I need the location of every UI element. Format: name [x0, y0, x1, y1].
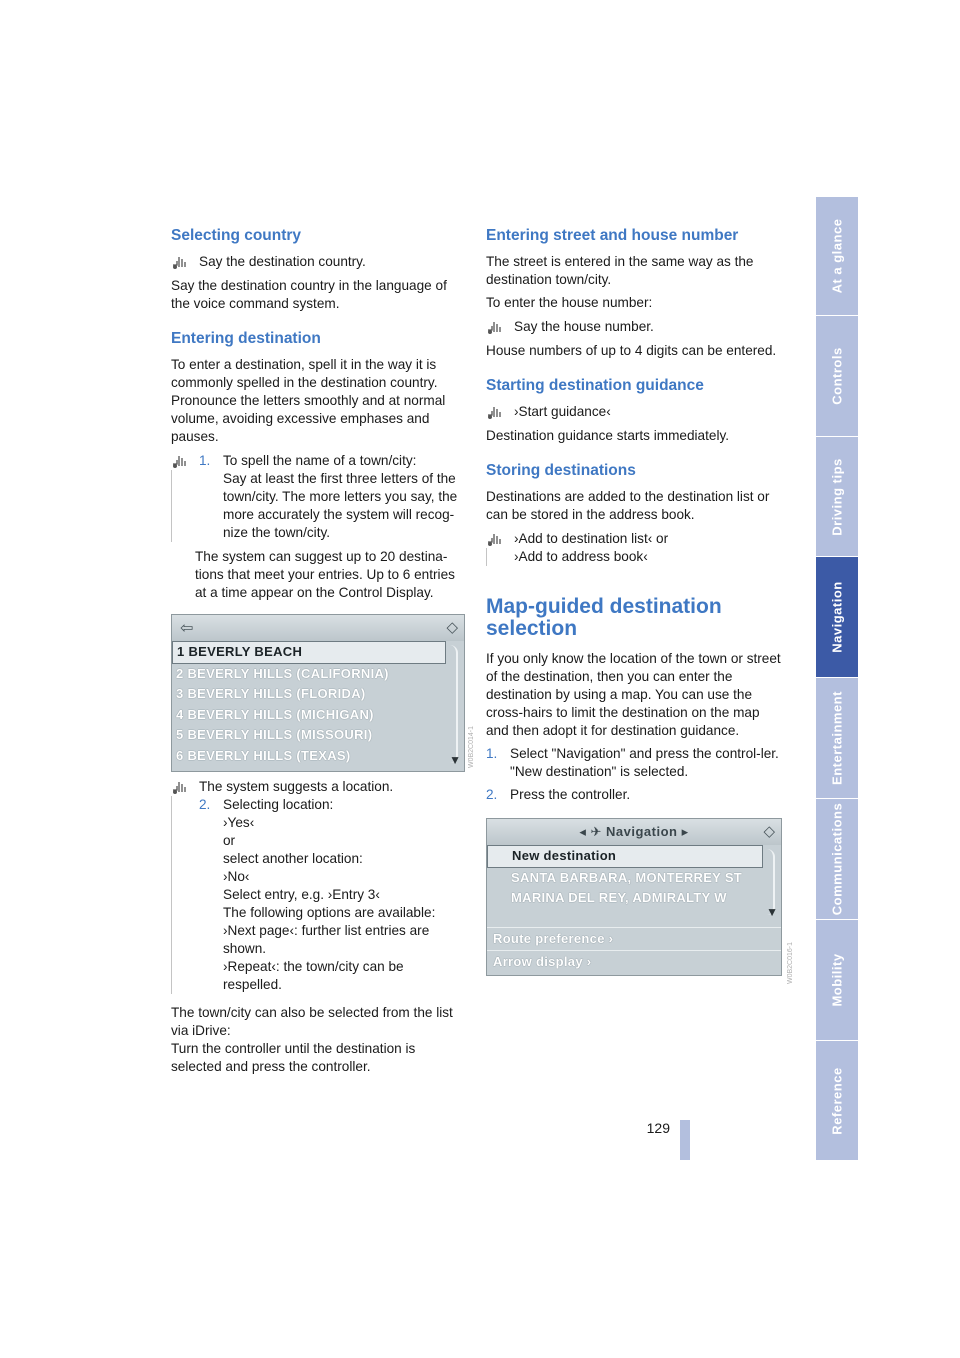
paragraph: The town/city can also be selected from the list via iDrive:: [171, 1005, 453, 1038]
chapter-sidebar: [816, 197, 858, 1160]
step-line: The following options are available:: [223, 905, 436, 920]
step-1: [199, 452, 463, 542]
step-1: [486, 745, 782, 781]
voice-text: Say the house number.: [514, 319, 654, 334]
display-title-bar: [172, 615, 464, 641]
heading-selecting-country: Selecting country: [171, 227, 302, 244]
list-item[interactable]: 1 BEVERLY BEACH: [172, 641, 446, 664]
paragraph: The system can suggest up to 20 destina-tions that meet your entries. Up to 6 entries at a time appear on the Control Display.: [195, 549, 455, 600]
voice-command-country: [171, 253, 463, 271]
control-display-navigation: [486, 818, 782, 976]
figure-code: W0B2C016-1: [787, 941, 794, 984]
page-marker: [680, 1120, 690, 1160]
navigation-list: [487, 845, 763, 909]
options-corner-icon[interactable]: ◇: [446, 619, 458, 636]
step-body: Say at least the first three letters of the town/city. The more letters you say, the more accurately the system will recog-nize the town/city.: [223, 471, 458, 540]
tab-controls[interactable]: Controls: [816, 316, 858, 437]
options-corner-icon[interactable]: ◇: [763, 823, 775, 840]
step-line: Select entry, e.g. ›Entry 3‹: [223, 887, 380, 902]
voice-text: ›Add to address book‹: [514, 549, 648, 564]
voice-text: ›Start guidance‹: [514, 404, 611, 419]
right-column: [486, 226, 782, 976]
paragraph: To enter a destination, spell it in the way it is commonly spelled in the destination country. Pronounce the letters smoothly and at normal volume, avoiding excessive emphases and pauses.: [171, 357, 446, 444]
tab-driving-tips[interactable]: Driving tips: [816, 437, 858, 557]
microphone-icon: [486, 403, 504, 421]
control-display-suggestions: [171, 614, 465, 772]
tab-communications[interactable]: Communications: [816, 799, 858, 920]
tab-reference[interactable]: Reference: [816, 1041, 858, 1161]
heading-street: Entering street and house number: [486, 227, 739, 244]
paragraph: Turn the controller until the destination is selected and press the controller.: [171, 1041, 416, 1074]
step-line: Selecting location:: [223, 797, 334, 812]
list-item[interactable]: 3 BEVERLY HILLS (FLORIDA): [176, 686, 366, 701]
step-2: [486, 786, 782, 804]
step-number: 1.: [486, 746, 498, 761]
menu-item-route-preference[interactable]: Route preference ›: [487, 927, 781, 950]
paragraph: The street is entered in the same way as the destination town/city.: [486, 254, 754, 287]
microphone-icon: [171, 253, 189, 271]
step-line: Select "Navigation" and press the control-ler.: [510, 746, 779, 761]
list-item[interactable]: MARINA DEL REY, ADMIRALTY W: [511, 890, 727, 905]
step-title: To spell the name of a town/city:: [223, 453, 417, 468]
voice-text: ›Add to destination list‹ or: [514, 531, 669, 546]
voice-start-guidance: [486, 403, 782, 421]
heading-map-guided: Map-guided destination selection: [486, 595, 722, 640]
figure-code: W0B2C014-1: [468, 725, 475, 768]
menu-item-arrow-display[interactable]: Arrow display ›: [487, 950, 781, 973]
settings-group: [487, 927, 781, 973]
microphone-icon: [171, 452, 189, 470]
microphone-icon: [486, 318, 504, 336]
step-line: ›Repeat‹: the town/city can be respelled.: [223, 959, 404, 992]
voice-storing: [486, 530, 782, 566]
heading-storing: Storing destinations: [486, 462, 636, 479]
microphone-icon: [171, 778, 189, 796]
display-title-bar: [487, 819, 781, 845]
list-item[interactable]: 6 BEVERLY HILLS (TEXAS): [176, 747, 351, 763]
tab-at-a-glance[interactable]: At a glance: [816, 197, 858, 316]
menu-item-new-destination[interactable]: New destination: [487, 845, 763, 868]
paragraph: To enter the house number:: [486, 295, 653, 310]
menu-title: Navigation: [606, 824, 678, 839]
scroll-indicator: [450, 645, 458, 763]
right-arrow-icon[interactable]: ▸: [681, 824, 689, 839]
paragraph: House numbers of up to 4 digits can be entered.: [486, 343, 777, 358]
voice-step-1: [171, 452, 463, 542]
microphone-icon: [486, 530, 504, 548]
step-number: 1.: [199, 453, 211, 468]
paragraph: Say the destination country in the language of the voice command system.: [171, 278, 447, 311]
list-item[interactable]: 2 BEVERLY HILLS (CALIFORNIA): [176, 665, 389, 681]
tab-mobility[interactable]: Mobility: [816, 920, 858, 1041]
heading-entering-destination: Entering destination: [171, 330, 321, 347]
suggestion-list: [172, 641, 446, 766]
step-line: or: [223, 833, 236, 848]
voice-text: Say the destination country.: [199, 254, 366, 269]
step-line: ›Next page‹: further list entries are shown.: [223, 923, 430, 956]
step-line: select another location:: [223, 851, 363, 866]
scroll-down-icon: ▼: [449, 753, 461, 767]
list-item[interactable]: 4 BEVERLY HILLS (MICHIGAN): [176, 706, 374, 722]
step-number: 2.: [199, 797, 211, 812]
left-column: [171, 226, 463, 1081]
step-line: ›No‹: [223, 869, 250, 884]
step-2: [199, 796, 463, 994]
page-number: 129: [646, 1120, 670, 1136]
tab-navigation[interactable]: Navigation: [816, 557, 858, 678]
list-item[interactable]: 5 BEVERLY HILLS (MISSOURI): [176, 727, 373, 742]
left-arrow-icon[interactable]: ◂ ✈: [579, 824, 607, 839]
scroll-down-icon: ▼: [766, 905, 778, 919]
heading-guidance: Starting destination guidance: [486, 377, 704, 394]
paragraph: If you only know the location of the town or street of the destination, then you can enter the destination by using a map. You can use the cross-hairs to limit the destination on the map and then adopt it for destination guidance.: [486, 651, 781, 738]
back-arrow-icon[interactable]: ⇦: [180, 620, 194, 637]
tab-entertainment[interactable]: Entertainment: [816, 678, 858, 799]
step-line: "New destination" is selected.: [510, 764, 689, 779]
voice-intro: The system suggests a location.: [199, 779, 394, 794]
voice-step-2: [171, 778, 463, 994]
step-line: ›Yes‹: [223, 815, 255, 830]
paragraph: Destinations are added to the destination list or can be stored in the address book.: [486, 489, 770, 522]
step-line: Press the controller.: [510, 787, 631, 802]
step-number: 2.: [486, 787, 498, 802]
paragraph: Destination guidance starts immediately.: [486, 428, 730, 443]
voice-house-number: [486, 318, 782, 336]
list-item[interactable]: SANTA BARBARA, MONTERREY ST: [511, 869, 743, 885]
